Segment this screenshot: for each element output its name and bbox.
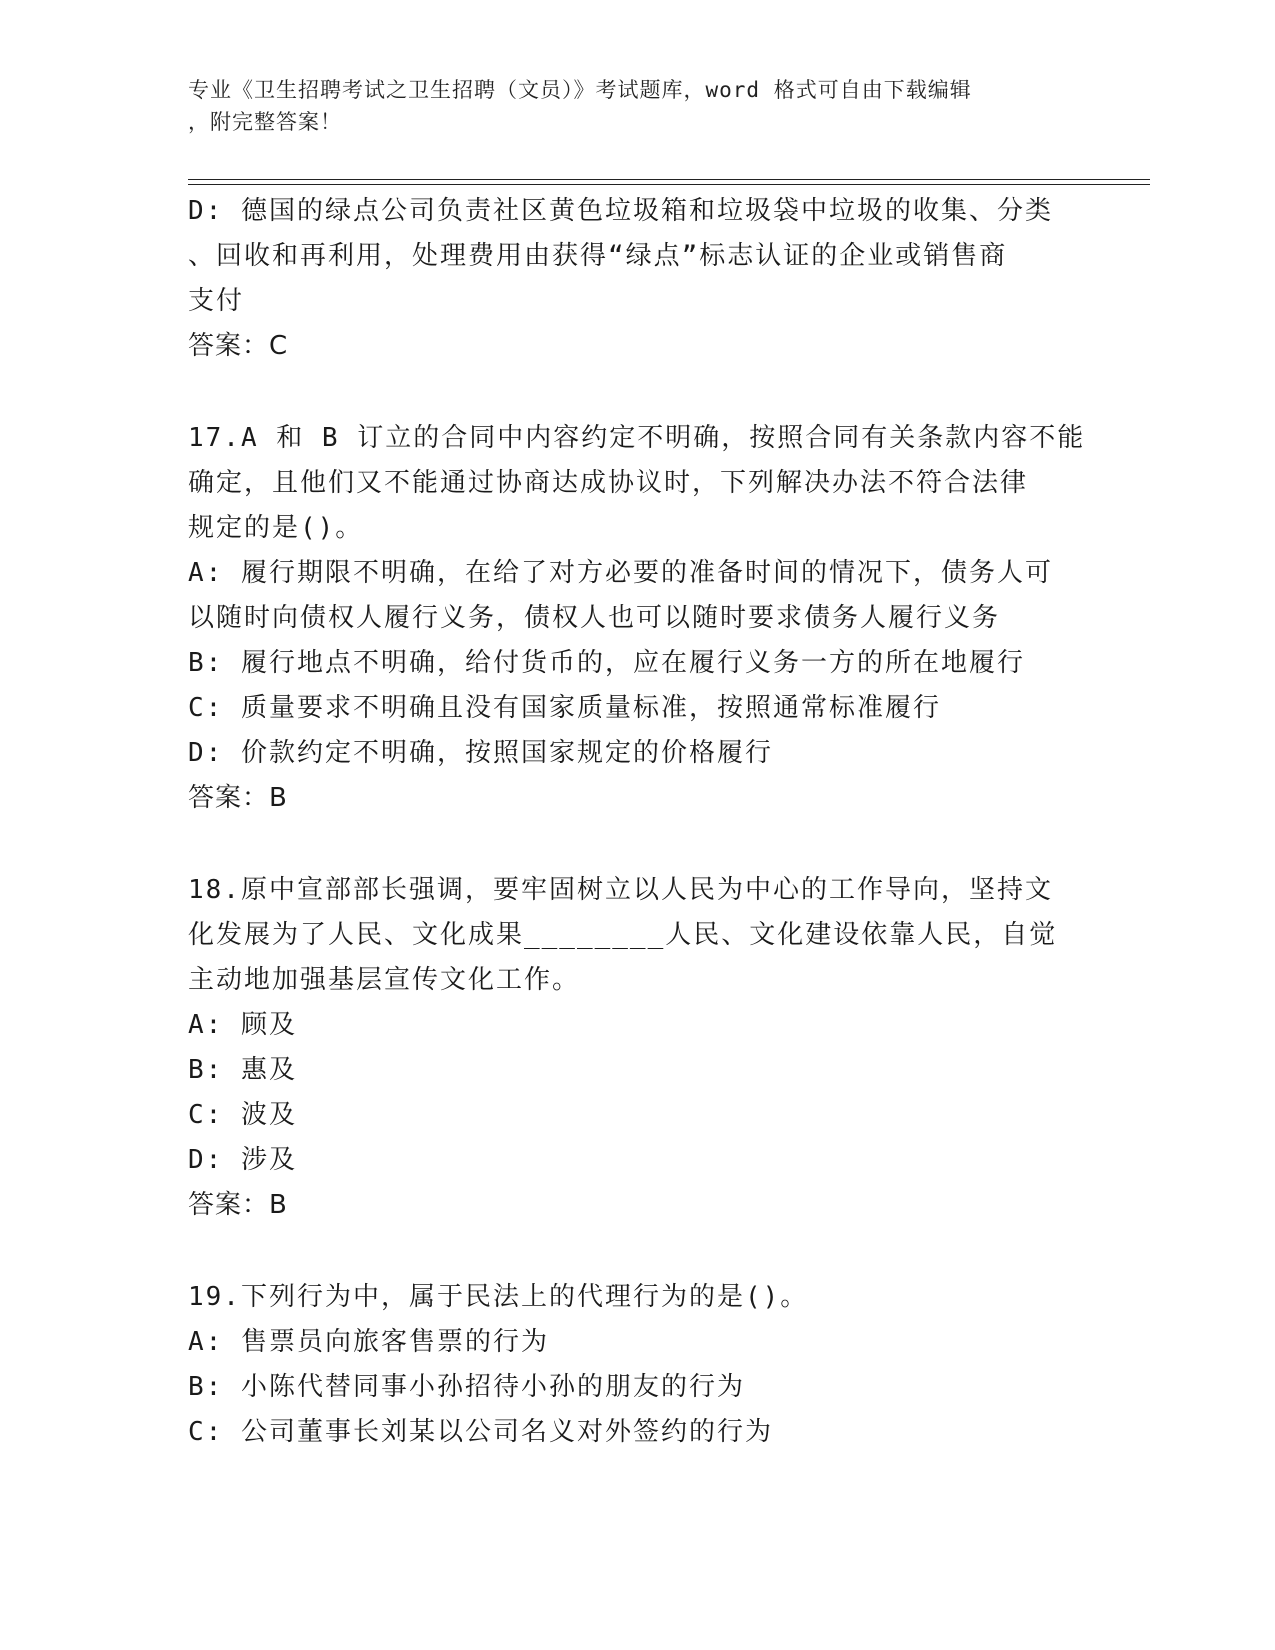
- option-line: B: 履行地点不明确，给付货币的，应在履行义务一方的所在地履行: [188, 648, 1025, 678]
- question-16-tail: [188, 189, 1088, 369]
- question-list: [188, 189, 1088, 1455]
- option-line: A: 售票员向旅客售票的行为: [188, 1327, 549, 1357]
- question-18: [188, 868, 1088, 1228]
- header-line-1: 专业《卫生招聘考试之卫生招聘（文员）》考试题库，word 格式可自由下载编辑: [188, 78, 972, 102]
- question-stem-line: 化发展为了人民、文化成果________人民、文化建设依靠人民，自觉: [188, 920, 1058, 950]
- option-line: A: 顾及: [188, 1010, 297, 1040]
- option-line: 以随时向债权人履行义务，债权人也可以随时要求债务人履行义务: [188, 603, 1001, 633]
- header-divider-bottom: [188, 184, 1150, 185]
- header-line-2: ，附完整答案！: [188, 110, 342, 134]
- header-divider-top: [188, 179, 1150, 180]
- answer-line: 答案：C: [188, 331, 289, 361]
- question-stem-line: 18.原中宣部部长强调，要牢固树立以人民为中心的工作导向，坚持文: [188, 875, 1053, 905]
- question-stem-line: 19.下列行为中，属于民法上的代理行为的是()。: [188, 1282, 809, 1312]
- option-line: A: 履行期限不明确，在给了对方必要的准备时间的情况下，债务人可: [188, 558, 1053, 588]
- option-line: C: 波及: [188, 1100, 297, 1130]
- spacer: [188, 369, 1088, 416]
- option-line: B: 惠及: [188, 1055, 297, 1085]
- question-stem-line: 规定的是()。: [188, 513, 364, 543]
- document-header: [188, 74, 1068, 138]
- answer-line: 答案：B: [188, 783, 288, 813]
- option-line: B: 小陈代替同事小孙招待小孙的朋友的行为: [188, 1372, 745, 1402]
- option-line: C: 质量要求不明确且没有国家质量标准，按照通常标准履行: [188, 693, 941, 723]
- question-stem-line: 主动地加强基层宣传文化工作。: [188, 965, 581, 995]
- question-stem-line: 17.A 和 B 订立的合同中内容约定不明确，按照合同有关条款内容不能: [188, 423, 1086, 453]
- answer-line: 答案：B: [188, 1190, 288, 1220]
- option-line: D: 价款约定不明确，按照国家规定的价格履行: [188, 738, 773, 768]
- option-line: D: 涉及: [188, 1145, 297, 1175]
- option-line: 、回收和再利用，处理费用由获得“绿点”标志认证的企业或销售商: [188, 241, 1008, 271]
- question-stem-line: 确定，且他们又不能通过协商达成协议时，下列解决办法不符合法律: [188, 468, 1029, 498]
- question-19: [188, 1275, 1088, 1455]
- spacer: [188, 821, 1088, 868]
- spacer: [188, 1228, 1088, 1275]
- option-line: 支付: [188, 286, 245, 316]
- question-17: [188, 416, 1088, 821]
- option-line: C: 公司董事长刘某以公司名义对外签约的行为: [188, 1417, 773, 1447]
- option-line: D: 德国的绿点公司负责社区黄色垃圾箱和垃圾袋中垃圾的收集、分类: [188, 196, 1053, 226]
